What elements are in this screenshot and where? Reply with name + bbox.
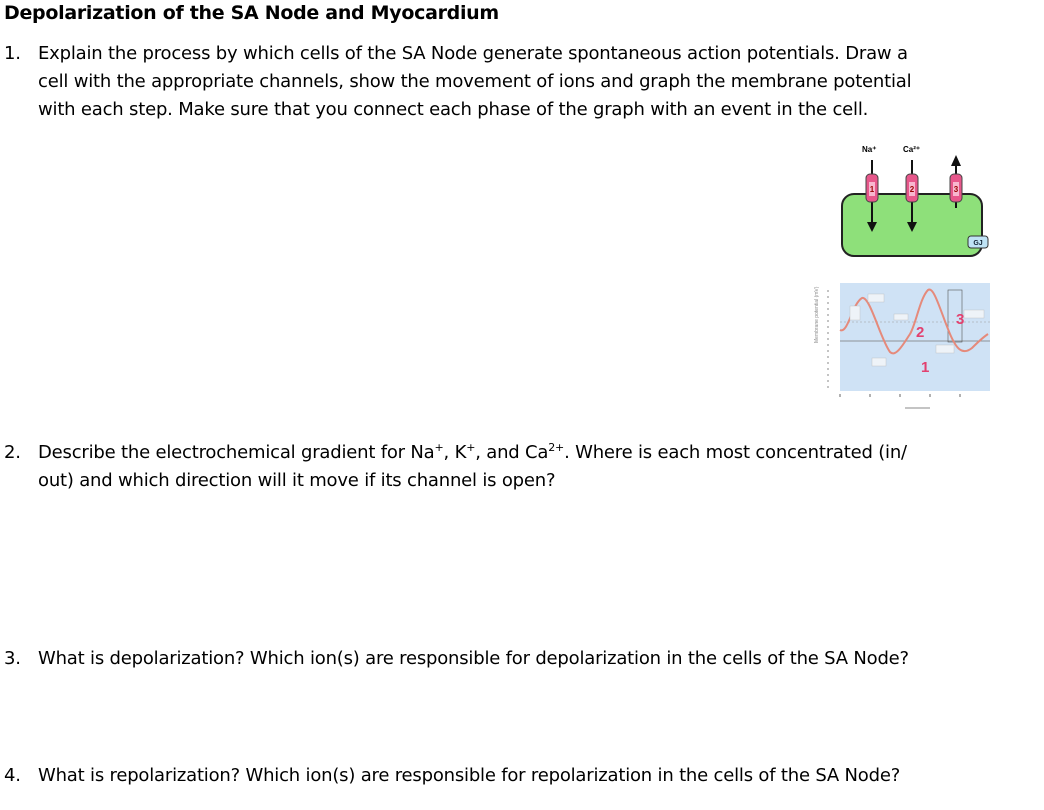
text-run: , K: [443, 442, 467, 463]
question-line: with each step. Make sure that you connect each phase of the graph with an event in the cell.: [38, 99, 869, 120]
graph-label-2: 2: [916, 324, 925, 341]
text-run: , and Ca: [475, 442, 549, 463]
gap-junction: [968, 236, 988, 248]
channel-label-1: 1: [869, 185, 875, 194]
question-text: What is repolarization? Which ion(s) are responsible for repolarization in the cells of the SA Node?: [38, 765, 901, 786]
question-3: [4, 645, 1040, 673]
question-number: 3.: [4, 648, 21, 669]
page-title: Depolarization of the SA Node and Myocardium: [4, 2, 499, 24]
question-text: What is depolarization? Which ion(s) are responsible for depolarization in the cells of the SA Node?: [38, 648, 909, 669]
text-run: . Where is each most concentrated (in/: [564, 442, 907, 463]
gap-junction-label: GJ: [973, 240, 983, 247]
channel-label-3: 3: [953, 185, 959, 194]
text-run: Describe the electrochemical gradient for Na: [38, 442, 435, 463]
membrane-potential-graph: [814, 283, 990, 408]
svg-text:Membrane potential (mV): Membrane potential (mV): [814, 286, 820, 343]
question-4: [4, 762, 1040, 790]
ion-label-na: Na⁺: [862, 145, 877, 154]
graph-label-1: 1: [921, 359, 930, 376]
superscript: +: [466, 441, 476, 454]
question-number: 2.: [4, 442, 21, 463]
channel-3: [950, 155, 962, 208]
superscript: 2+: [548, 441, 565, 454]
superscript: +: [434, 441, 444, 454]
question-line: Explain the process by which cells of the SA Node generate spontaneous action potentials. Draw a: [38, 43, 908, 64]
question-number: 4.: [4, 765, 21, 786]
sa-node-figure: [810, 138, 995, 418]
question-1: [4, 40, 1034, 124]
ion-label-ca: Ca²⁺: [903, 145, 921, 154]
question-line: [4, 439, 1034, 467]
channel-label-2: 2: [909, 185, 915, 194]
question-2: [4, 439, 1034, 495]
question-number: 1.: [4, 43, 21, 64]
question-line: out) and which direction will it move if its channel is open?: [38, 470, 556, 491]
graph-label-3: 3: [956, 311, 965, 328]
question-line: cell with the appropriate channels, show the movement of ions and graph the membrane potential: [38, 71, 912, 92]
